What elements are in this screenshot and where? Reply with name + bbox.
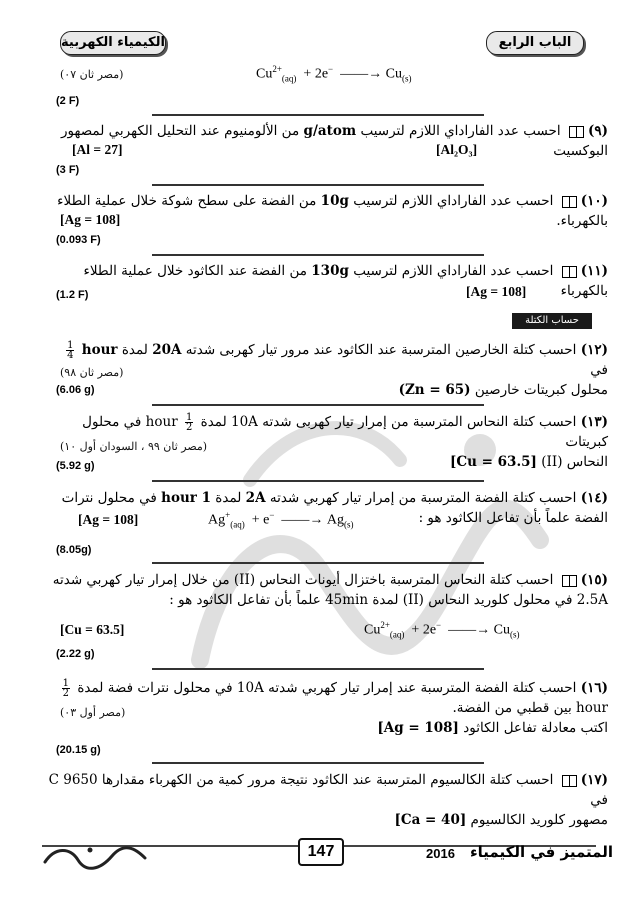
top-source: (مصر ثان ٠٧): [60, 68, 124, 81]
q9-formula: [Al₂O₃]: [436, 142, 478, 157]
header-right-title: الباب الرابع: [486, 31, 584, 55]
q15-equation: $Cu^{2+}_{(aq)} + 2e^-$ ——→ $Cu_{(s)}$: [364, 620, 520, 640]
book-icon: [562, 575, 577, 587]
separator: [152, 668, 484, 670]
book-icon: [562, 775, 577, 787]
separator: [152, 480, 484, 482]
q14-constant: [Ag = 108]: [78, 512, 139, 527]
question-17: (١٧) احسب كتلة الكالسيوم المترسبة عند الكاثود نتيجة مرور كمية من الكهرباء مقدارها 9650 C في مصهور كلوريد الكالسيوم [Ca = 40]: [48, 772, 608, 828]
footer-brand: المتميز في الكيمياء: [470, 843, 614, 861]
q12-source: (مصر ثان ٩٨): [60, 366, 124, 379]
q14-answer: (8.05g): [56, 544, 92, 556]
fraction: $\frac{1}{2}$: [185, 412, 193, 433]
q9-answer: (3 F): [56, 164, 80, 176]
page-number: 147: [298, 838, 344, 866]
q16-answer: (20.15 g): [56, 744, 101, 756]
question-11: (١١) احسب عدد الفاراداي اللازم لترسيب 130g من الفضة عند الكاثود خلال عملية الطلاء بالكهرباء: [83, 263, 608, 299]
q9-constant: [Al = 27]: [72, 142, 123, 157]
book-icon: [562, 266, 577, 278]
separator: [152, 114, 484, 116]
book-icon: [562, 196, 577, 208]
section-tag: حساب الكتلة: [512, 313, 592, 329]
fraction: $\frac{1}{4}$: [67, 340, 74, 361]
q15-constant: [Cu = 63.5]: [60, 622, 125, 637]
question-14: (١٤) احسب كتلة الفضة المترسبة من إمرار تيار كهربي شدته 2A لمدة 1 hour في محلول نترات الفضة علماً بأن تفاعل الكاثود هو :: [61, 490, 608, 526]
top-answer: (2 F): [56, 95, 80, 107]
separator: [152, 404, 484, 406]
separator: [152, 562, 484, 564]
separator: [152, 762, 484, 764]
q10-answer: (0.093 F): [56, 234, 101, 246]
question-13: (١٣) احسب كتلة النحاس المترسبة من إمرار تيار كهربى شدته 10A لمدة $\frac{1}{2}$ hour في محلول كبريتات النحاس (II) [Cu = 63.5]: [82, 412, 608, 470]
separator: [152, 254, 484, 256]
book-icon: [569, 126, 584, 138]
question-9: (٩) احسب عدد الفاراداي اللازم لترسيب g/atom من الألومنيوم عند التحليل الكهربي لمصهور البوكسيت: [61, 123, 608, 159]
q16-source: (مصر أول ٠٣): [60, 706, 126, 719]
q13-answer: (5.92 g): [56, 460, 95, 472]
q15-answer: (2.22 g): [56, 648, 95, 660]
question-15: (١٥) احسب كتلة النحاس المترسبة باختزال أيونات النحاس (II) من خلال إمرار تيار كهربي شدته 2.5A في محلول كلوريد النحاس (II) لمدة 45min علماً بأن تفاعل الكاثود هو :: [52, 572, 608, 608]
separator: [152, 184, 484, 186]
top-equation: $Cu^{2+}_{(aq)} + 2e^-$ ——→ $Cu_{(s)}$: [256, 64, 412, 84]
q11-answer: (1.2 F): [56, 289, 89, 301]
question-16: (١٦) احسب كتلة الفضة المترسبة عند إمرار تيار كهربي شدته 10A في محلول نترات فضة لمدة $\frac{1}{2}$ hour بين قطبي من الفضة. اكتب معادلة تفاعل الكاثود [Ag = 108]: [62, 678, 608, 736]
q12-answer: (6.06 g): [56, 384, 95, 396]
q14-equation: $Ag^+_{(aq)} + e^-$ ——→ $Ag_{(s)}$: [208, 510, 354, 530]
question-12: (١٢) احسب كتلة الخارصين المترسبة عند الكاثود عند مرور تيار كهربى شدته 20A لمدة hour $\frac{1}{4}$ في محلول كبريتات خارصين (Zn = 65): [67, 340, 608, 398]
q11-constant: [Ag = 108]: [466, 284, 527, 299]
signature-logo: [40, 842, 150, 872]
q13-source: (مصر ثان ٩٩ ، السودان أول ١٠): [60, 440, 208, 453]
q10-constant: [Ag = 108]: [60, 212, 121, 227]
header-left-title: الكيمياء الكهربية: [60, 31, 166, 55]
question-10: (١٠) احسب عدد الفاراداي اللازم لترسيب 10g من الفضة على سطح شوكة خلال عملية الطلاء بالكهرباء.: [57, 193, 608, 229]
footer-year: 2016: [426, 846, 455, 861]
fraction: $\frac{1}{2}$: [62, 678, 70, 699]
